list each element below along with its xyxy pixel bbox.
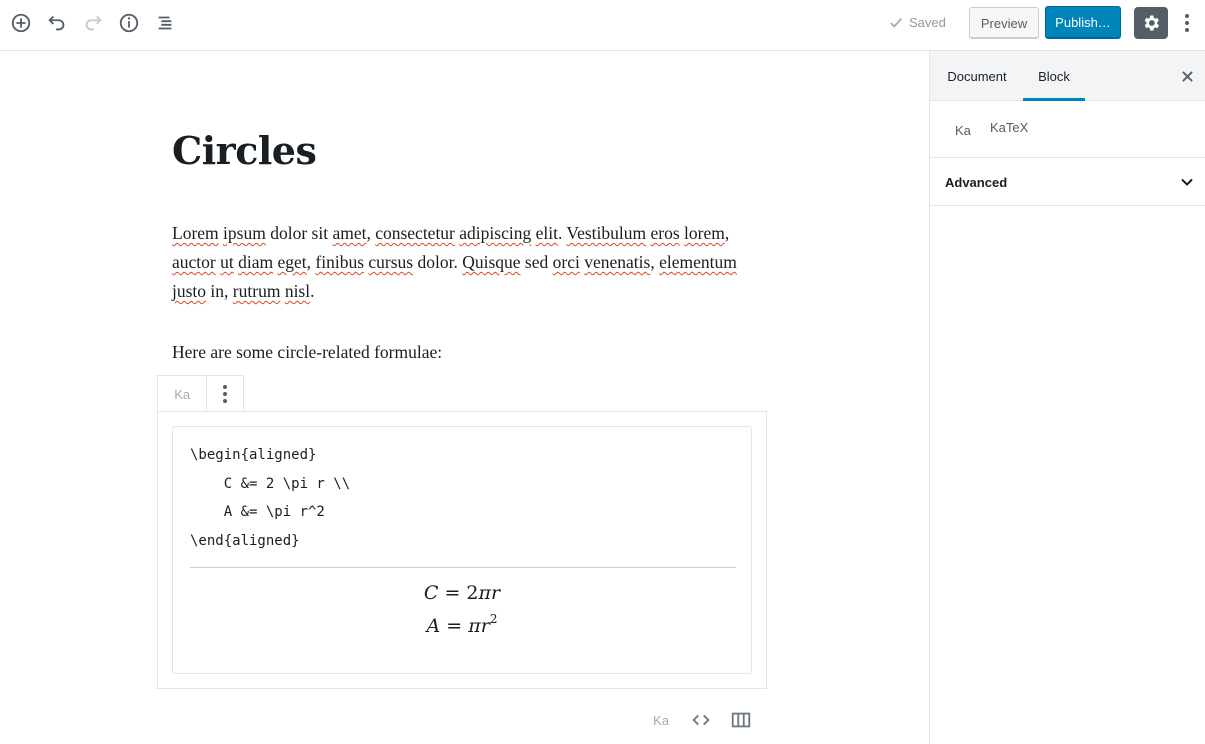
- paragraph-text: .: [310, 281, 315, 301]
- misspelled-word: Quisque: [462, 252, 521, 272]
- chevron-down-icon: [1178, 173, 1196, 191]
- sidebar-tabs: [930, 51, 1205, 101]
- block-type-icon: Ka: [955, 123, 971, 138]
- misspelled-word: eget: [277, 252, 307, 272]
- latex-source-input[interactable]: [190, 441, 350, 556]
- paragraph-text: .: [557, 223, 567, 243]
- add-block-icon[interactable]: [9, 11, 33, 35]
- saved-status: [889, 15, 946, 30]
- latex-source-line: \end{aligned}: [190, 533, 300, 550]
- katex-editor[interactable]: [172, 426, 752, 674]
- insert-katex-button[interactable]: Ka: [653, 712, 669, 728]
- formula-2-lhs: A: [426, 615, 441, 637]
- info-icon[interactable]: [117, 11, 141, 35]
- advanced-label: Advanced: [945, 175, 1008, 190]
- block-card: [930, 101, 1205, 158]
- paragraph-text: ,: [724, 223, 730, 243]
- formula-1-pi: π: [478, 582, 492, 604]
- saved-label: Saved: [909, 15, 946, 30]
- insert-columns-button[interactable]: [729, 708, 753, 732]
- settings-sidebar: [929, 51, 1205, 744]
- formula-2-exponent: 2: [489, 612, 498, 626]
- paragraph-text: sed: [520, 252, 553, 272]
- block-switcher-button[interactable]: Ka: [158, 376, 207, 412]
- block-toolbar: [157, 375, 244, 412]
- misspelled-word: orci: [552, 252, 580, 272]
- misspelled-word: ut: [220, 252, 234, 272]
- misspelled-word: amet: [332, 223, 367, 243]
- misspelled-word: rutrum: [232, 281, 281, 301]
- latex-source-line: \begin{aligned}: [190, 447, 317, 463]
- formula-2-eq: =: [440, 615, 469, 637]
- formula-1-r: r: [491, 582, 501, 604]
- close-sidebar-button[interactable]: [1178, 67, 1196, 85]
- columns-icon: [730, 709, 752, 731]
- paragraph-text: ,: [650, 252, 660, 272]
- misspelled-word: elit: [535, 223, 558, 243]
- block-type-name: KaTeX: [990, 120, 1029, 135]
- insert-code-button[interactable]: [689, 708, 713, 732]
- tab-block[interactable]: Block: [1023, 51, 1085, 101]
- post-title[interactable]: Circles: [172, 128, 317, 173]
- formula-1-eq: = 2: [438, 582, 479, 604]
- latex-source-line: A &= \pi r^2: [190, 504, 325, 521]
- paragraph-block[interactable]: [172, 219, 762, 306]
- misspelled-word: nisl: [284, 281, 311, 301]
- more-vertical-icon: [222, 384, 228, 404]
- misspelled-word: cursus: [368, 252, 414, 272]
- misspelled-word: consectetur: [375, 223, 455, 243]
- paragraph-text: ,: [366, 223, 376, 243]
- redo-icon[interactable]: [81, 11, 105, 35]
- paragraph-text: dolor.: [413, 252, 463, 272]
- misspelled-word: elementum: [659, 252, 737, 272]
- more-menu-button[interactable]: [1177, 11, 1197, 35]
- formula-1-lhs: C: [423, 582, 439, 604]
- paragraph-text: dolor sit: [265, 223, 333, 243]
- formula-2-pi: π: [468, 615, 481, 637]
- misspelled-word: ipsum: [223, 223, 266, 243]
- katex-block[interactable]: [157, 411, 767, 689]
- more-vertical-icon: [1184, 13, 1190, 33]
- misspelled-word: Vestibulum: [566, 223, 647, 243]
- formula-line-1: [173, 582, 751, 604]
- advanced-panel-toggle[interactable]: [930, 158, 1205, 206]
- misspelled-word: lorem: [684, 223, 725, 243]
- gear-icon: [1141, 13, 1161, 33]
- outline-icon[interactable]: [153, 11, 177, 35]
- misspelled-word: venenatis: [584, 252, 651, 272]
- publish-button[interactable]: Publish…: [1045, 6, 1121, 39]
- preview-divider: [190, 567, 736, 568]
- misspelled-word: finibus: [315, 252, 365, 272]
- paragraph-block-2[interactable]: Here are some circle-related formulae:: [172, 342, 443, 362]
- misspelled-word: auctor: [172, 252, 216, 272]
- formula-2-r: r: [480, 615, 490, 637]
- misspelled-word: Lorem: [172, 223, 219, 243]
- formula-line-2: [173, 612, 751, 637]
- latex-source-line: C &= 2 \pi r \\: [190, 475, 351, 492]
- editor-toolbar: [0, 0, 1205, 51]
- block-more-button[interactable]: [207, 376, 243, 412]
- close-icon: [1182, 71, 1193, 82]
- paragraph-text: ,: [306, 252, 316, 272]
- tab-document[interactable]: Document: [947, 68, 1007, 84]
- check-icon: [889, 16, 903, 30]
- misspelled-word: eros: [650, 223, 680, 243]
- misspelled-word: diam: [238, 252, 274, 272]
- paragraph-text: in,: [206, 281, 233, 301]
- undo-icon[interactable]: [45, 11, 69, 35]
- code-icon: [690, 709, 712, 731]
- settings-button[interactable]: [1134, 7, 1168, 39]
- preview-button[interactable]: Preview: [969, 7, 1039, 39]
- misspelled-word: justo: [172, 281, 207, 301]
- misspelled-word: adipiscing: [459, 223, 532, 243]
